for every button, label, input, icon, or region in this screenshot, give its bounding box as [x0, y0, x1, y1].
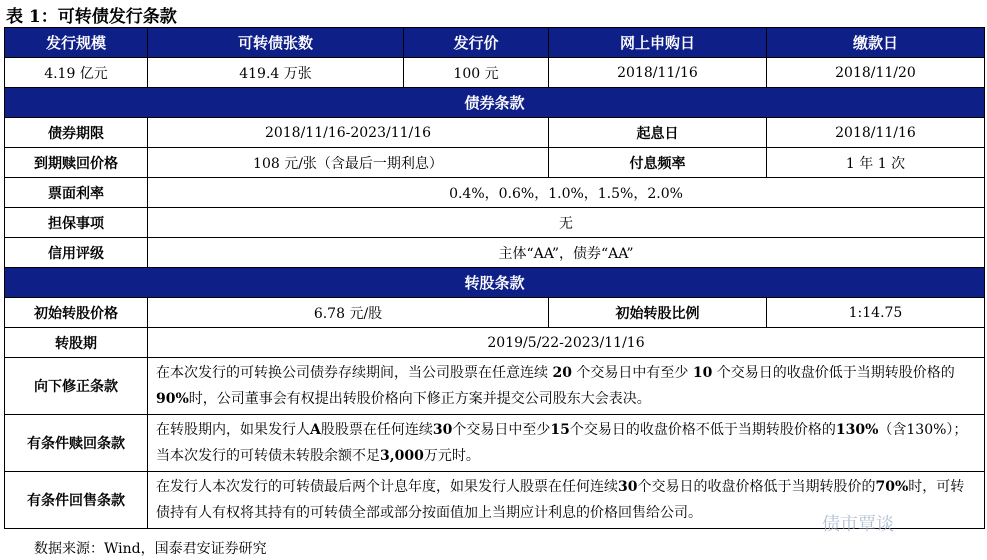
text-span: 万元时。 [423, 448, 480, 464]
text-span: 在转股期内，如果发行人 [156, 422, 310, 438]
down-revision-text [148, 358, 985, 415]
bold-span: 90% [156, 391, 189, 407]
issue-size-value: 4.19 亿元 [5, 58, 148, 88]
header-cell: 可转债张数 [148, 28, 404, 58]
rating-label: 信用评级 [5, 238, 148, 268]
payment-date-value: 2018/11/20 [767, 58, 985, 88]
term-row [5, 118, 985, 148]
down-revision-row [5, 358, 985, 415]
conversion-period-label: 转股期 [5, 328, 148, 358]
text-span: 个交易日的收盘价格低于当期转股价的 [637, 479, 876, 495]
call-label: 有条件赎回条款 [5, 415, 148, 472]
text-span: 在发行人本次发行的可转债最后两个计息年度，如果发行人股票在任何连续 [156, 479, 618, 495]
redeem-price-label: 到期赎回价格 [5, 148, 148, 178]
bond-section-row [5, 88, 985, 118]
header-cell: 缴款日 [767, 28, 985, 58]
text-span: 时，公司董事会有权提出转股价格向下修正方案并提交公司股东大会表决。 [188, 391, 651, 407]
down-revision-label: 向下修正条款 [5, 358, 148, 415]
bold-span: 130% [835, 422, 879, 438]
init-price-value: 6.78 元/股 [148, 298, 549, 328]
coupon-value: 0.4%，0.6%，1.0%，1.5%，2.0% [148, 178, 985, 208]
bold-span: 70% [875, 479, 909, 495]
conversion-period-row [5, 328, 985, 358]
bold-span: A [310, 422, 321, 438]
table-title: 表 1：可转债发行条款 [6, 7, 177, 27]
term-value: 2018/11/16-2023/11/16 [148, 118, 549, 148]
bond-count-value: 419.4 万张 [148, 58, 404, 88]
pay-frequency-value: 1 年 1 次 [767, 148, 985, 178]
header-cell: 发行规模 [5, 28, 148, 58]
bond-section-heading: 债券条款 [5, 88, 985, 118]
call-row [5, 415, 985, 472]
issue-header-row [5, 28, 985, 58]
rating-value: 主体“AA”，债券“AA” [148, 238, 985, 268]
conversion-period-value: 2019/5/22-2023/11/16 [148, 328, 985, 358]
init-ratio-label: 初始转股比例 [549, 298, 767, 328]
redeem-price-value: 108 元/张（含最后一期利息） [148, 148, 549, 178]
convert-section-row [5, 268, 985, 298]
init-price-row [5, 298, 985, 328]
text-span: 个交易日的收盘价低于当期转股价格的 [712, 365, 955, 381]
data-source-note: 数据来源：Wind，国泰君安证券研究 [34, 541, 267, 557]
bold-span: 3,000 [380, 448, 424, 464]
watermark-logo: 债市覃谈 [822, 514, 894, 535]
put-label: 有条件回售条款 [5, 472, 148, 529]
bold-span: 30 [432, 422, 453, 438]
guarantee-row [5, 208, 985, 238]
coupon-row [5, 178, 985, 208]
call-text [148, 415, 985, 472]
issue-values-row [5, 58, 985, 88]
convert-section-heading: 转股条款 [5, 268, 985, 298]
header-cell: 发行价 [404, 28, 549, 58]
pay-frequency-label: 付息频率 [549, 148, 767, 178]
guarantee-label: 担保事项 [5, 208, 148, 238]
rating-row [5, 238, 985, 268]
bold-span: 10 [692, 365, 713, 381]
text-span: （含130%）；当本次发行的可转债未转股余额不足 [156, 422, 968, 464]
start-date-value: 2018/11/16 [767, 118, 985, 148]
bold-span: 30 [618, 479, 638, 495]
text-span: 股股票在任何连续 [320, 422, 433, 438]
header-cell: 网上申购日 [549, 28, 767, 58]
guarantee-value: 无 [148, 208, 985, 238]
text-span: 时，可转债持有人有权将其持有的可转债全部或部分按面值加上当期应计利息的价格回售给公司。 [156, 479, 965, 521]
text-span: 个交易日的收盘价格不低于当期转股价格的 [569, 422, 836, 438]
bold-span: 15 [550, 422, 570, 438]
issue-price-value: 100 元 [404, 58, 549, 88]
bold-span: 20 [552, 365, 572, 381]
init-price-label: 初始转股价格 [5, 298, 148, 328]
text-span: 在本次发行的可转换公司债券存续期间，当公司股票在任意连续 [156, 365, 553, 381]
bond-terms-table [4, 27, 985, 529]
start-date-label: 起息日 [549, 118, 767, 148]
coupon-label: 票面利率 [5, 178, 148, 208]
init-ratio-value: 1:14.75 [767, 298, 985, 328]
text-span: 个交易日中至少 [452, 422, 551, 438]
term-label: 债券期限 [5, 118, 148, 148]
text-span: 个交易日中有至少 [571, 365, 693, 381]
subscribe-date-value: 2018/11/16 [549, 58, 767, 88]
redeem-row [5, 148, 985, 178]
